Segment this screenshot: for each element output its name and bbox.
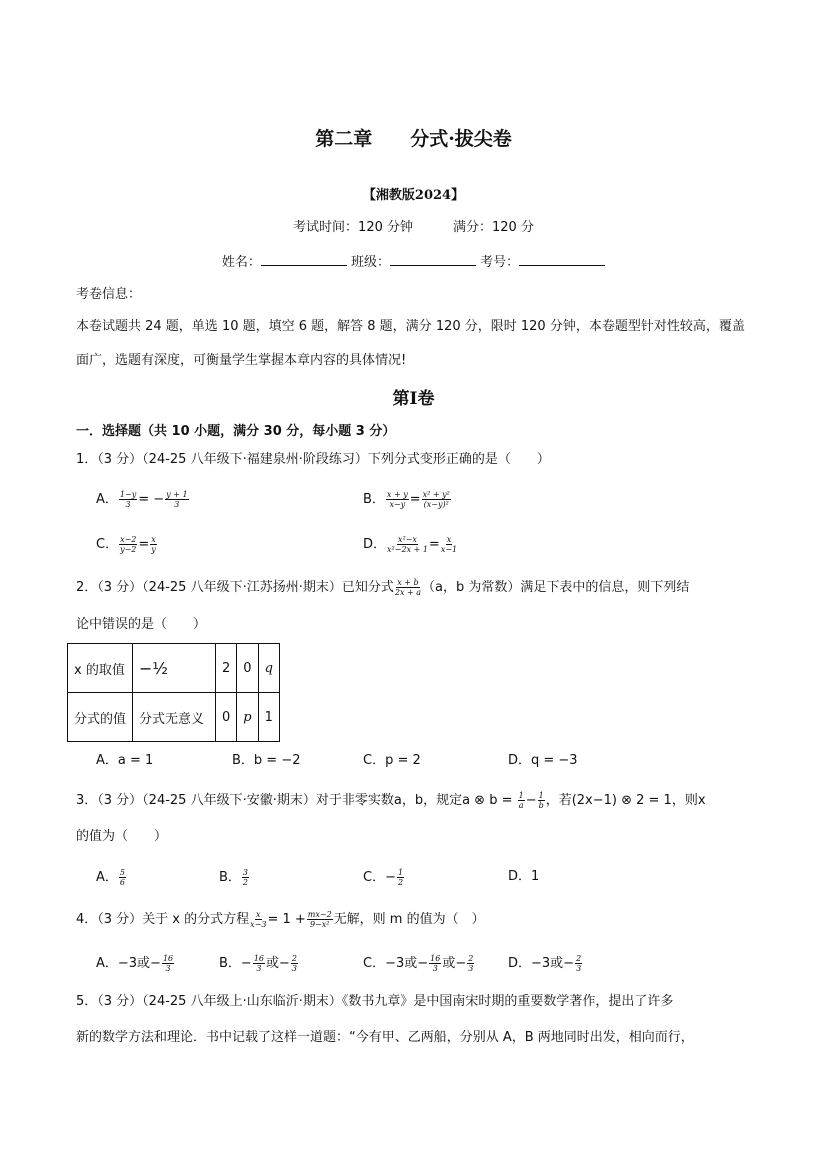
- question-2-stem: 2．（3 分）（24-25 八年级下·江苏扬州·期末）已知分式 $\frac{x + b}{2x + a}$ （a，b 为常数）满足下表中的信息，则下列结: [76, 578, 690, 597]
- question-5-stem-cont: 新的数学方法和理论．书中记载了这样一道题：“今有甲、乙两船，分别从 A，B 两地同时出发，相向而行，: [76, 1030, 694, 1045]
- q1-option-b[interactable]: B． $\frac{x + y}{x-y}$ = $\frac{\text{x² + y²}}{\text{(x−y)²}}$: [363, 490, 450, 509]
- page-title: 第二章 分式·拔尖卷: [315, 128, 512, 150]
- exam-time: 考试时间：120 分钟: [293, 220, 413, 235]
- q4-option-c[interactable]: C．−3或− $\frac{16}{3}$ 或− $\frac{2}{3}$: [363, 954, 474, 973]
- name-field[interactable]: [261, 253, 347, 266]
- question-4-stem: 4．（3 分）关于 x 的分式方程 $\frac{x}{x-3}$ = 1 + $\frac{mx-2}{\text{9−x²}}$ 无解，则 m 的值为（ ）: [76, 910, 485, 929]
- q2-option-b[interactable]: B．b = −2: [232, 753, 301, 768]
- section-heading: 一．选择题（共 10 小题，满分 30 分，每小题 3 分）: [76, 424, 396, 439]
- q2-table: x 的取值 −½ 2 0 q 分式的值 分式无意义 0 p 1: [67, 643, 280, 742]
- q4-option-b[interactable]: B．− $\frac{16}{3}$ 或− $\frac{2}{3}$: [219, 954, 297, 973]
- volume-title: 第I卷: [392, 389, 435, 409]
- q3-option-c[interactable]: C．− $\frac{1}{2}$: [363, 868, 404, 887]
- q2-option-c[interactable]: C．p = 2: [363, 753, 421, 768]
- exam-meta: [0, 219, 827, 237]
- q1-option-c[interactable]: C． $\frac{x-2}{y-2}$ = $\frac{x}{y}$: [96, 535, 156, 554]
- info-heading: 考卷信息：: [76, 287, 142, 302]
- edition: 【湘教版2024】: [362, 188, 465, 203]
- q2-option-a[interactable]: A．a = 1: [96, 753, 154, 768]
- name-label: 姓名：: [221, 255, 261, 270]
- q4-option-d[interactable]: D．−3或− $\frac{2}{3}$: [508, 954, 582, 973]
- id-label: 考号：: [480, 255, 520, 270]
- q3-option-b[interactable]: B． $\frac{3}{2}$: [219, 868, 249, 887]
- class-label: 班级：: [350, 255, 390, 270]
- question-1-stem: 1．（3 分）（24-25 八年级下·福建泉州·阶段练习）下列分式变形正确的是（ ）: [76, 452, 550, 467]
- class-field[interactable]: [390, 253, 476, 266]
- q1-option-d[interactable]: D． $\frac{\text{x²−x}}{\text{x²−2x + 1}}$ = $\frac{x}{x-1}$: [363, 535, 458, 554]
- q4-option-a[interactable]: A．−3或− $\frac{16}{3}$: [96, 954, 174, 973]
- q1-option-a[interactable]: A． $\frac{1-y}{3}$ = − $\frac{y + 1}{3}$: [96, 490, 188, 509]
- question-3-stem: 3．（3 分）（24-25 八年级下·安徽·期末）对于非零实数a，b，规定a ⊗ b = $\frac{1}{a}$ − $\frac{1}{b}$ ，若(2x−1) ⊗ 2 = 1，则x: [76, 791, 706, 810]
- q3-option-a[interactable]: A． $\frac{5}{6}$: [96, 868, 125, 887]
- question-2-stem-cont: 论中错误的是（ ）: [76, 617, 207, 632]
- q2-option-d[interactable]: D．q = −3: [508, 753, 578, 768]
- full-score: 满分：120 分: [453, 220, 534, 235]
- question-5-stem: 5．（3 分）（24-25 八年级上·山东临沂·期末）《数书九章》是中国南宋时期的重要数学著作，提出了许多: [76, 994, 674, 1009]
- question-3-stem-cont: 的值为（ ）: [76, 829, 168, 844]
- id-field[interactable]: [519, 253, 605, 266]
- info-line: 本卷试题共 24 题，单选 10 题，填空 6 题，解答 8 题，满分 120 分，限时 120 分钟，本卷题型针对性较高，覆盖: [76, 319, 745, 334]
- student-fields: [0, 253, 827, 272]
- info-line: 面广，选题有深度，可衡量学生掌握本章内容的具体情况!: [76, 353, 407, 368]
- q3-option-d[interactable]: D．1: [508, 869, 540, 884]
